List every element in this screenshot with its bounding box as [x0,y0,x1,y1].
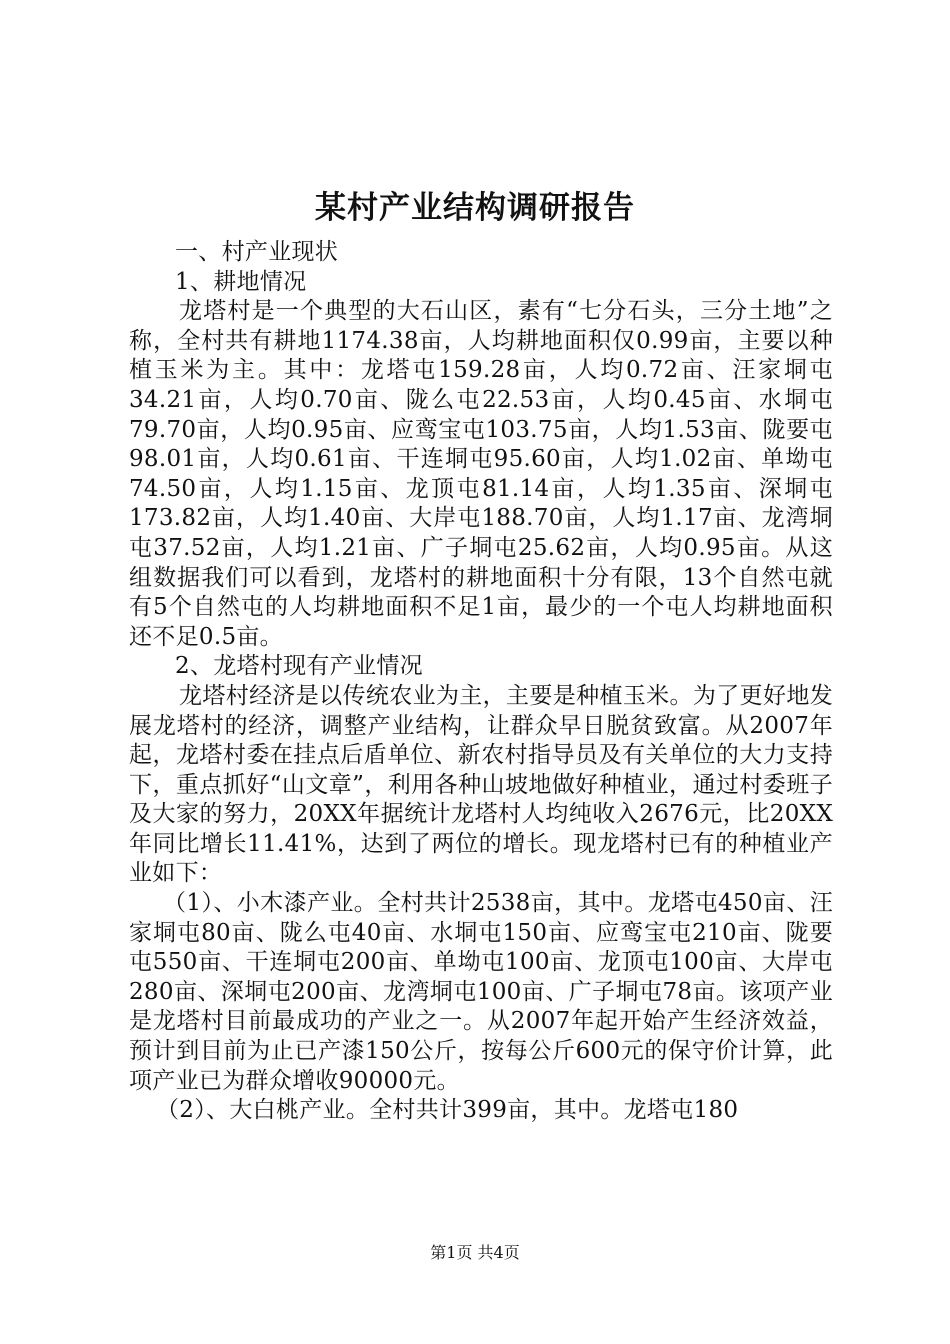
subsection-heading: 2、龙塔村现有产业情况 [175,653,423,680]
list-item: （1）、小木漆产业。全村共计2538亩，其中。龙塔屯450亩、汪家垌屯80亩、陇么屯40亩、水垌屯150亩、应鸾宝屯210亩、陇要屯550亩、干连垌屯200亩、单坳屯100亩、龙顶屯100亩、大岸屯280亩、深垌屯200亩、龙湾垌屯100亩、广子垌屯78亩。该项产业是龙塔村目前最成功的产业之一。从2007年起开始产生经济效益，预计到目前为止已产漆150公斤，按每公斤600元的保守价计算，此项产业已为群众增收90000元。 [129,890,833,1094]
section-heading: 一、村产业现状 [175,239,339,265]
document-body [129,238,833,1126]
body-paragraph: 龙塔村是一个典型的大石山区，素有“七分石头，三分土地”之称，全村共有耕地1174.38亩，人均耕地面积仅0.99亩，主要以种植玉米为主。其中：龙塔屯159.28亩，人均0.72亩、汪家垌屯34.21亩，人均0.70亩、陇么屯22.53亩，人均0.45亩、水垌屯79.70亩，人均0.95亩、应鸾宝屯103.75亩，人均1.53亩、陇要屯98.01亩，人均0.61亩、干连垌屯95.60亩，人均1.02亩、单坳屯74.50亩，人均1.15亩、龙顶屯81.14亩，人均1.35亩、深垌屯173.82亩，人均1.40亩、大岸屯188.70亩，人均1.17亩、龙湾垌屯37.52亩，人均1.21亩、广子垌屯25.62亩，人均0.95亩。从这组数据我们可以看到，龙塔村的耕地面积十分有限，13个自然屯就有5个自然屯的人均耕地面积不足1亩，最少的一个屯人均耕地面积还不足0.5亩。 [129,298,833,650]
page-footer: 第1页 共4页 [430,1243,520,1262]
subsection-heading: 1、耕地情况 [175,268,307,295]
page-title: 某村产业结构调研报告 [315,190,635,226]
body-paragraph: 龙塔村经济是以传统农业为主，主要是种植玉米。为了更好地发展龙塔村的经济，调整产业结构，让群众早日脱贫致富。从2007年起，龙塔村委在挂点后盾单位、新农村指导员及有关单位的大力支持下，重点抓好“山文章”，利用各种山坡地做好种植业，通过村委班子及大家的努力，20XX年据统计龙塔村人均纯收入2676元，比20XX年同比增长11.41%，达到了两位的增长。现龙塔村已有的种植业产业如下： [129,682,833,887]
list-item: （2）、大白桃产业。全村共计399亩，其中。龙塔屯180 [156,1097,739,1124]
